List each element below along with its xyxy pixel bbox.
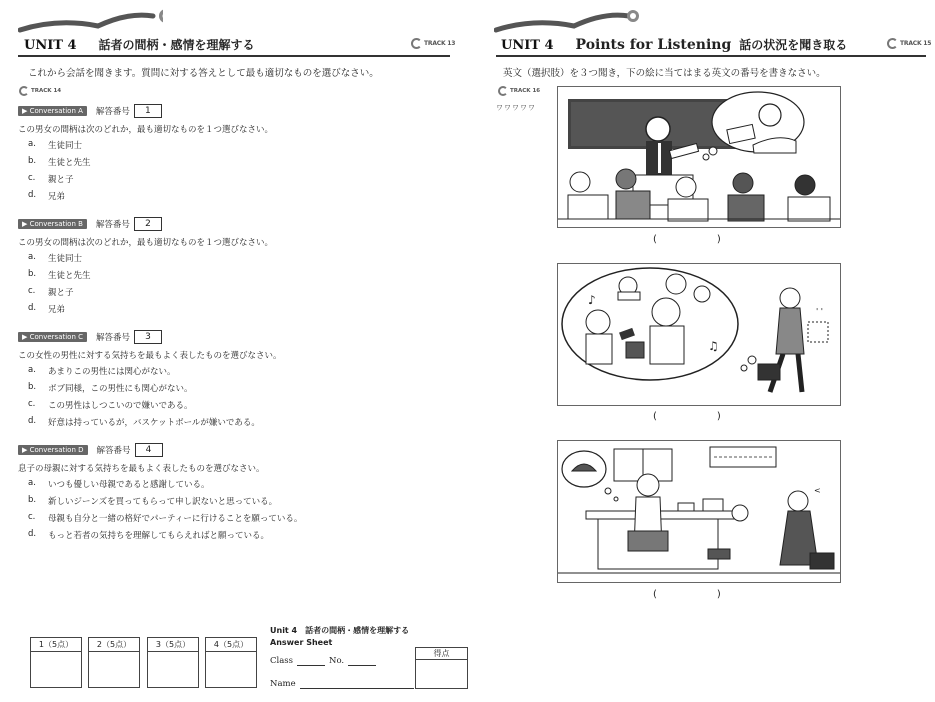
conversation-a [18, 103, 458, 207]
unit-header [24, 36, 255, 54]
unit-label: UNIT 4 [501, 38, 554, 53]
answer-blank-2[interactable]: ( ) [653, 411, 721, 422]
track-arrow-icon [498, 86, 508, 96]
conversation-d [18, 442, 458, 546]
answer-label: 解答番号 [95, 219, 130, 230]
unit-header [501, 36, 847, 54]
option[interactable]: d. 兄弟 [28, 303, 66, 315]
right-page [468, 0, 935, 702]
class-field[interactable]: Class [270, 656, 325, 666]
number-field[interactable]: No. [329, 656, 376, 666]
option[interactable]: d. 兄弟 [28, 190, 66, 202]
answer-label: 解答番号 [95, 106, 130, 117]
conversation-tag: ▶ Conversation C [18, 332, 87, 342]
answer-sheet-title: Unit 4 話者の間柄・感情を理解する Answer Sheet [270, 626, 410, 647]
track-arrow-icon [411, 38, 422, 49]
answer-label: 解答番号 [96, 445, 131, 456]
track-arrow-icon [19, 86, 29, 96]
header-swoosh-icon [494, 4, 639, 34]
unit-label: UNIT 4 [24, 38, 77, 53]
name-field[interactable]: Name [270, 679, 414, 689]
sub-track-tag: TRACK 16 [498, 86, 540, 96]
question: この男女の間柄は次のどれか，最も適切なものを１つ選びなさい。 [18, 238, 274, 248]
answer-blank-1[interactable]: ( ) [653, 234, 721, 245]
score-box-2[interactable]: 2（5点） [88, 637, 140, 688]
header-rule [18, 55, 450, 57]
question: この女性の男性に対する気持ちを最もよく表したものを選びなさい。 [18, 351, 282, 361]
conversation-tag: ▶ Conversation B [18, 219, 87, 229]
svg-text:♫: ♫ [708, 339, 719, 353]
answer-blank-3[interactable]: ( ) [653, 589, 721, 600]
conversation-tag: ▶ Conversation D [18, 445, 88, 455]
answer-number-box[interactable]: 3 [134, 330, 162, 344]
score-box-3[interactable]: 3（5点） [147, 637, 199, 688]
option[interactable]: b. 生徒と先生 [28, 156, 91, 168]
option[interactable]: a. 生徒同士 [28, 252, 83, 264]
option[interactable]: c. 親と子 [28, 286, 74, 298]
header-rule [496, 55, 926, 57]
sub-track-tag: TRACK 14 [19, 86, 61, 96]
option[interactable]: d. 好意は持っているが，バスケットボールが嫌いである。 [28, 416, 260, 428]
picture-kitchen [557, 440, 841, 583]
total-score-box[interactable]: 得点 [415, 647, 468, 689]
option[interactable]: b. 新しいジーンズを買ってもらって申し訳ないと思っている。 [28, 495, 278, 507]
question: この男女の間柄は次のどれか，最も適切なものを１つ選びなさい。 [18, 125, 274, 135]
track-tag: TRACK 13 [411, 38, 455, 49]
picture-party-memory [557, 263, 841, 406]
option[interactable]: b. 生徒と先生 [28, 269, 91, 281]
option[interactable]: a. いつも優しい母親であると感謝している。 [28, 478, 210, 490]
option[interactable]: c. この男性はしつこいので嫌いである。 [28, 399, 193, 411]
track-tag: TRACK 15 [887, 38, 931, 49]
instruction: これから会話を聞きます。質問に対する答えとして最も適切なものを選びなさい。 [28, 68, 379, 79]
score-box-4[interactable]: 4（5点） [205, 637, 257, 688]
option[interactable]: c. 親と子 [28, 173, 74, 185]
answer-label: 解答番号 [96, 332, 131, 343]
conversation-tag: ▶ Conversation A [18, 106, 87, 116]
option[interactable]: a. あまりこの男性には関心がない。 [28, 365, 176, 377]
unit-title: 話者の間柄・感情を理解する [98, 38, 255, 52]
wavy-mark: ワワワワワ [496, 104, 536, 112]
instruction: 英文（選択肢）を３つ聞き，下の絵に当てはまる英文の番号を書きなさい。 [503, 68, 826, 79]
option[interactable]: c. 母親も自分と一緒の格好でパーティーに行けることを願っている。 [28, 512, 303, 524]
unit-title-jp: 話の状況を聞き取る [739, 38, 848, 52]
svg-text:<: < [814, 486, 821, 495]
unit-title-en: Points for Listening [575, 37, 732, 53]
option[interactable]: d. もっと若者の気持ちを理解してもらえればと願っている。 [28, 529, 270, 541]
conversation-b [18, 216, 458, 320]
score-box-1[interactable]: 1（5点） [30, 637, 82, 688]
option[interactable]: b. ボブ同様，この男性にも関心がない。 [28, 382, 193, 394]
answer-number-box[interactable]: 2 [134, 217, 162, 231]
answer-number-box[interactable]: 4 [135, 443, 163, 457]
conversation-c [18, 329, 458, 433]
question: 息子の母親に対する気持ちを最もよく表したものを選びなさい。 [18, 464, 265, 474]
picture-classroom [557, 86, 841, 228]
svg-text:' ': ' ' [816, 307, 823, 316]
track-arrow-icon [887, 38, 898, 49]
answer-number-box[interactable]: 1 [134, 104, 162, 118]
svg-text:♪: ♪ [588, 293, 596, 307]
header-swoosh-icon [18, 4, 163, 34]
option[interactable]: a. 生徒同士 [28, 139, 83, 151]
